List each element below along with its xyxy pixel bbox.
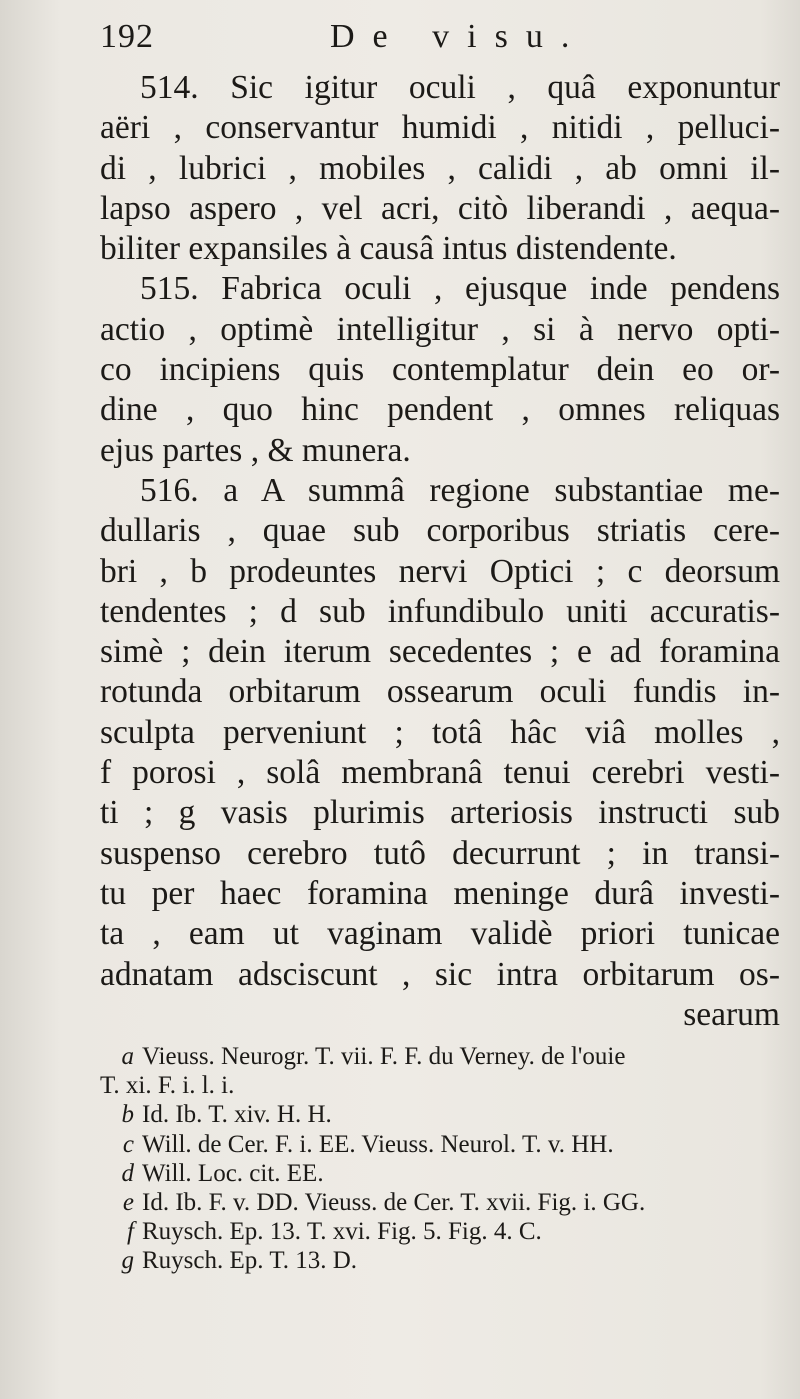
text-line: 514. Sic igitur oculi , quâ exponuntur xyxy=(140,69,780,106)
footnote-mark: a xyxy=(121,1043,134,1070)
text-line: ti ; g vasis plurimis arteriosis instructi sub xyxy=(100,794,780,832)
text-line: dullaris , quae sub corporibus striatis cere- xyxy=(100,512,780,550)
footnote xyxy=(100,1130,780,1159)
text-line: f porosi , solâ membranâ tenui cerebri vesti- xyxy=(100,754,780,792)
paragraph-514 xyxy=(100,68,780,269)
text-line: 516. a A summâ regione substantiae me- xyxy=(140,471,780,509)
footnotes xyxy=(100,1042,780,1276)
text-line: adnatam adsciscunt , sic intra orbitarum os- xyxy=(100,955,780,993)
footnote-text: Id. Ib. T. xiv. H. H. xyxy=(142,1101,332,1129)
page-number: 192 xyxy=(100,18,154,55)
footnote xyxy=(100,1071,780,1100)
paragraph-516 xyxy=(100,471,780,995)
footnote-text: Vieuss. Neurogr. T. vii. F. F. du Verney. de l'ouie xyxy=(142,1043,626,1070)
text-line: tendentes ; d sub infundibulo uniti accuratis- xyxy=(100,592,780,630)
text-line: simè ; dein iterum secedentes ; e ad foramina xyxy=(100,633,780,671)
text-line: biliter expansiles à causâ intus distendente. xyxy=(100,230,677,268)
text-line: lapso aspero , vel acri, citò liberandi , aequa- xyxy=(100,189,780,227)
text-line: 515. Fabrica oculi , ejusque inde pendens xyxy=(140,270,780,308)
paragraph-515 xyxy=(100,269,780,470)
footnote xyxy=(100,1246,780,1275)
footnote xyxy=(100,1217,780,1246)
text-line: suspenso cerebro tutô decurrunt ; in transi- xyxy=(100,834,780,872)
footnote-mark: b xyxy=(121,1101,134,1129)
footnote-mark: c xyxy=(122,1130,134,1158)
footnote xyxy=(100,1159,780,1188)
footnote-text: T. xi. F. i. l. i. xyxy=(100,1072,235,1100)
text-line: dine , quo hinc pendent , omnes reliquas xyxy=(100,391,780,429)
text-line: ejus partes , & munera. xyxy=(100,431,411,469)
footnote xyxy=(100,1100,780,1129)
text-line: actio , optimè intelligitur , si à nervo opti- xyxy=(100,310,780,348)
footnote xyxy=(100,1188,780,1217)
footnote-text: Will. de Cer. F. i. EE. Vieuss. Neurol. T. v. HH. xyxy=(142,1130,614,1158)
footnote-mark: e xyxy=(122,1189,134,1217)
text-line: bri , b prodeuntes nervi Optici ; c deorsum xyxy=(100,552,780,590)
footnote-mark: d xyxy=(121,1159,134,1187)
footnote-text: Ruysch. Ep. T. 13. D. xyxy=(142,1247,358,1275)
text-line: aëri , conservantur humidi , nitidi , pelluci- xyxy=(100,109,780,147)
footnote-mark: g xyxy=(121,1247,134,1275)
footnote-mark: f xyxy=(127,1218,134,1246)
footnote xyxy=(100,1042,780,1071)
footnote-text: Ruysch. Ep. 13. T. xvi. Fig. 5. Fig. 4. C. xyxy=(142,1218,542,1246)
catchword: searum xyxy=(683,995,780,1033)
text-line: ta , eam ut vaginam validè priori tunicae xyxy=(100,915,780,953)
footnote-text: Will. Loc. cit. EE. xyxy=(142,1159,324,1187)
page-header xyxy=(100,18,770,58)
text-line: sculpta perveniunt ; totâ hâc viâ molles , xyxy=(100,713,780,751)
footnote-text: Id. Ib. F. v. DD. Vieuss. de Cer. T. xvii. Fig. i. GG. xyxy=(142,1189,646,1217)
text-line: co incipiens quis contemplatur dein eo or- xyxy=(100,351,780,389)
main-text xyxy=(100,68,780,1035)
text-line: di , lubrici , mobiles , calidi , ab omni il- xyxy=(100,149,780,187)
running-head: De visu. xyxy=(330,18,588,55)
text-line: tu per haec foramina meninge durâ investi- xyxy=(100,874,780,912)
text-line: rotunda orbitarum ossearum oculi fundis in- xyxy=(100,673,780,711)
